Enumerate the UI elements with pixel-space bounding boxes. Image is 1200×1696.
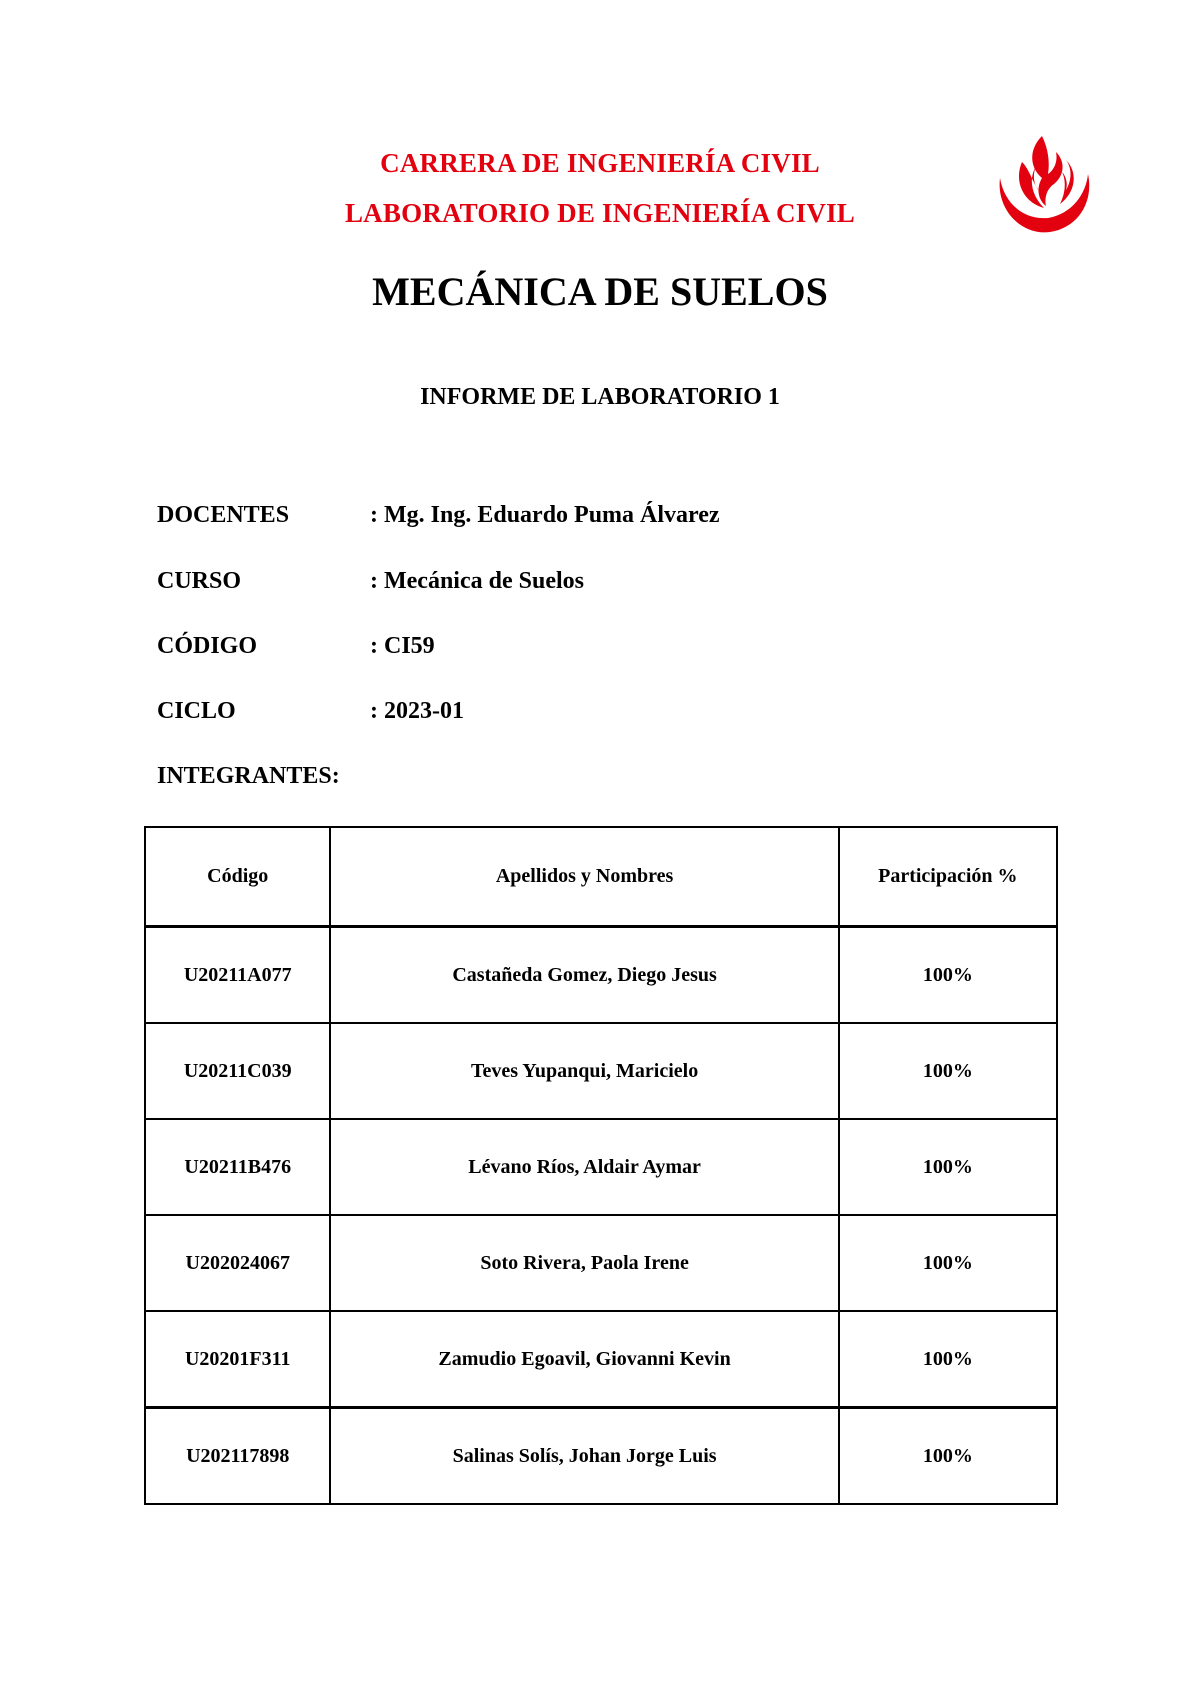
cell-nombre: Castañeda Gomez, Diego Jesus <box>330 927 838 1024</box>
table-row <box>145 927 1057 1024</box>
codigo-value: : CI59 <box>370 633 435 659</box>
laboratory-name: LABORATORIO DE INGENIERÍA CIVIL <box>344 198 856 228</box>
table-row <box>145 1023 1057 1119</box>
table-row <box>145 1408 1057 1505</box>
cell-participacion: 100% <box>839 927 1057 1024</box>
course-title: MECÁNICA DE SUELOS <box>372 269 828 314</box>
report-title: INFORME DE LABORATORIO 1 <box>420 384 780 410</box>
header-nombres: Apellidos y Nombres <box>330 827 838 927</box>
ciclo-label: CICLO <box>157 698 236 724</box>
cell-nombre: Zamudio Egoavil, Giovanni Kevin <box>330 1311 838 1408</box>
cell-codigo: U202024067 <box>145 1215 330 1311</box>
docentes-label: DOCENTES <box>157 502 290 528</box>
header-codigo: Código <box>145 827 330 927</box>
docentes-value: : Mg. Ing. Eduardo Puma Álvarez <box>370 502 720 528</box>
cell-participacion: 100% <box>839 1311 1057 1408</box>
cell-codigo: U20211A077 <box>145 927 330 1024</box>
cell-codigo: U20201F311 <box>145 1311 330 1408</box>
cell-codigo: U20211C039 <box>145 1023 330 1119</box>
cell-participacion: 100% <box>839 1023 1057 1119</box>
table-row <box>145 1119 1057 1215</box>
cell-participacion: 100% <box>839 1408 1057 1505</box>
codigo-label: CÓDIGO <box>157 633 258 659</box>
cell-nombre: Lévano Ríos, Aldair Aymar <box>330 1119 838 1215</box>
cell-participacion: 100% <box>839 1119 1057 1215</box>
program-name: CARRERA DE INGENIERÍA CIVIL <box>380 148 820 178</box>
members-table <box>144 826 1058 1505</box>
curso-label: CURSO <box>157 568 242 594</box>
cell-codigo: U20211B476 <box>145 1119 330 1215</box>
table-header-row <box>145 827 1057 927</box>
header-participacion: Participación % <box>839 827 1057 927</box>
university-flame-logo-icon <box>992 132 1096 240</box>
cell-nombre: Teves Yupanqui, Maricielo <box>330 1023 838 1119</box>
cell-codigo: U202117898 <box>145 1408 330 1505</box>
cell-participacion: 100% <box>839 1215 1057 1311</box>
cell-nombre: Salinas Solís, Johan Jorge Luis <box>330 1408 838 1505</box>
cell-nombre: Soto Rivera, Paola Irene <box>330 1215 838 1311</box>
integrantes-label: INTEGRANTES: <box>157 763 340 789</box>
ciclo-value: : 2023-01 <box>370 698 464 724</box>
table-row <box>145 1311 1057 1408</box>
curso-value: : Mecánica de Suelos <box>370 568 584 594</box>
table-row <box>145 1215 1057 1311</box>
